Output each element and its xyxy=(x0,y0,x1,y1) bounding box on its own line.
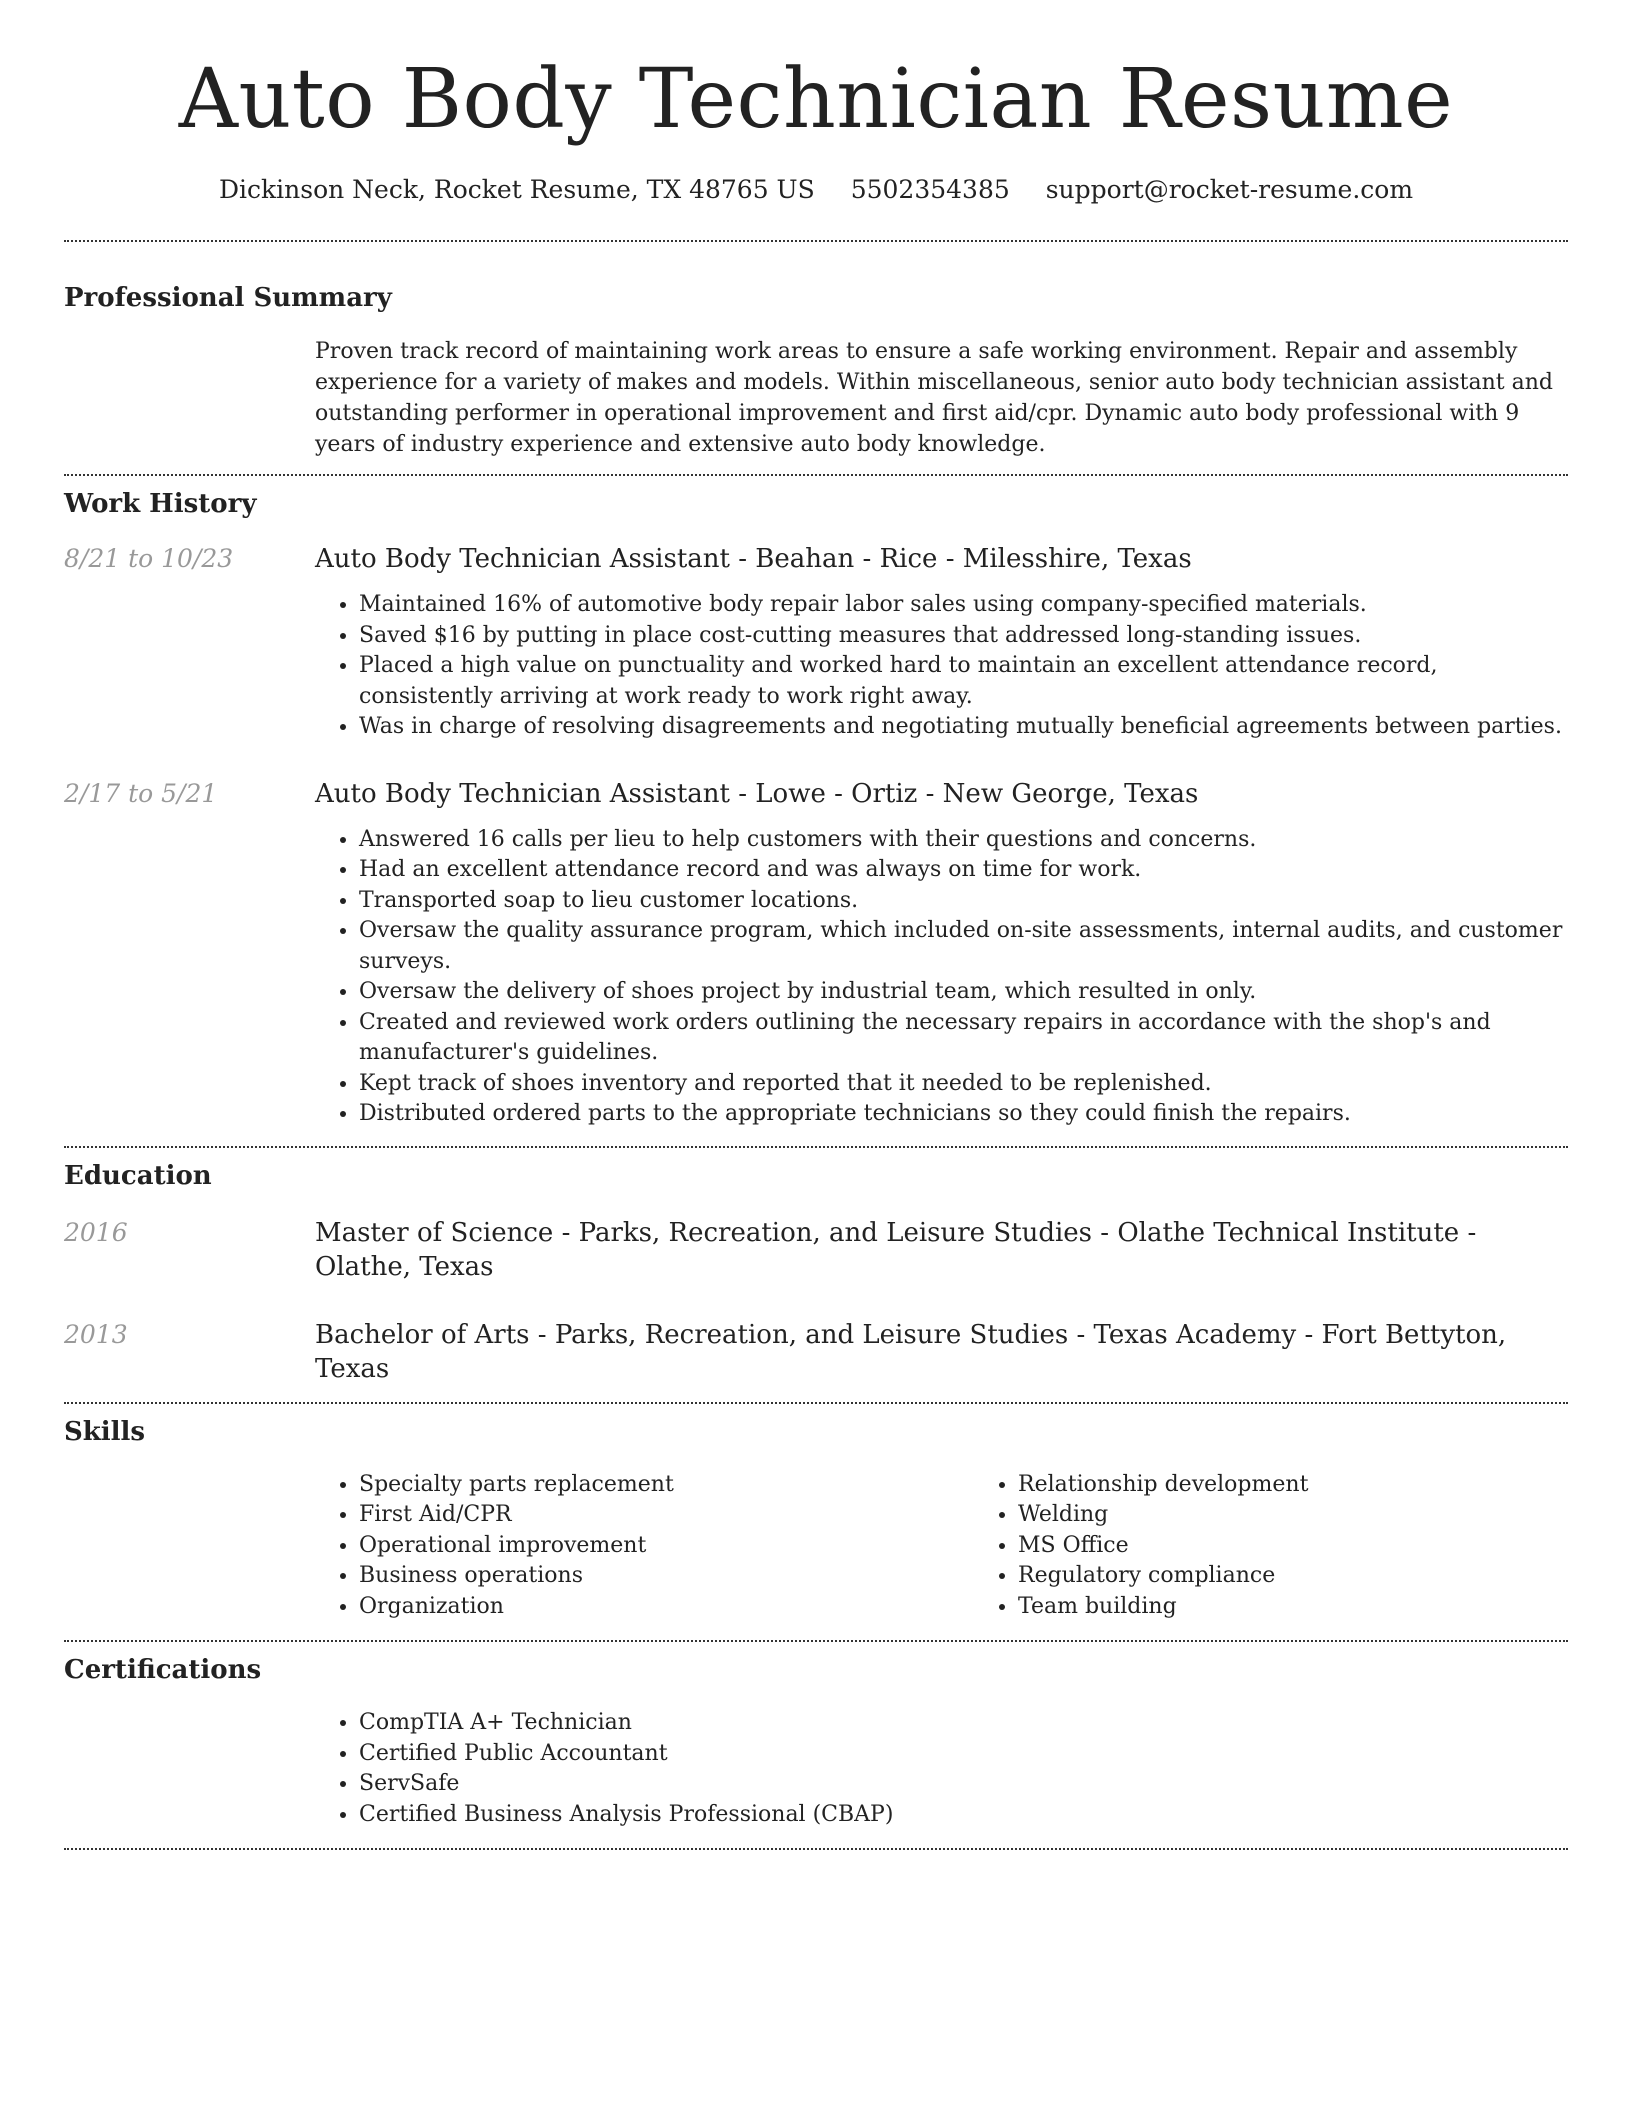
list-item: • Specialty parts replacement xyxy=(359,1470,974,1501)
skills-list-right xyxy=(974,1470,1632,1623)
summary-heading: Professional Summary xyxy=(64,283,392,313)
list-item: • MS Office xyxy=(1018,1531,1632,1562)
list-item: • Oversaw the delivery of shoes project by industrial team, which resulted in only. xyxy=(359,977,1568,1008)
job-bullets xyxy=(315,825,1568,1130)
list-item: • Certified Business Analysis Professional (CBAP) xyxy=(359,1800,1568,1831)
job-title: Auto Body Technician Assistant - Lowe - Ortiz - New George, Texas xyxy=(315,778,1199,809)
education-degree: Bachelor of Arts - Parks, Recreation, and Leisure Studies - Texas Academy - Fort Bettyton, Texas xyxy=(315,1319,1507,1384)
list-item: • Transported soap to lieu customer locations. xyxy=(359,886,1568,917)
list-item: • Created and reviewed work orders outlining the necessary repairs in accordance with the shop's and manufacturer's guidelines. xyxy=(359,1008,1568,1069)
contact-email: support@rocket-resume.com xyxy=(1045,175,1414,204)
education-section xyxy=(64,1158,1568,1386)
list-item: • Relationship development xyxy=(1018,1470,1632,1501)
list-item: • Was in charge of resolving disagreements and negotiating mutually beneficial agreements between parties. xyxy=(359,712,1568,743)
list-item: • Organization xyxy=(359,1592,974,1623)
summary-section xyxy=(64,280,1568,460)
contact-line xyxy=(64,172,1568,208)
divider xyxy=(64,1640,1568,1642)
divider xyxy=(64,1402,1568,1404)
education-year: 2016 xyxy=(64,1217,128,1247)
education-entry xyxy=(64,1216,1568,1284)
education-year: 2013 xyxy=(64,1319,128,1349)
certifications-heading: Certifications xyxy=(64,1655,262,1685)
certifications-list xyxy=(315,1708,1568,1830)
list-item: • First Aid/CPR xyxy=(359,1500,974,1531)
skills-grid xyxy=(315,1470,1632,1623)
job-dates: 8/21 to 10/23 xyxy=(64,544,234,573)
job-dates: 2/17 to 5/21 xyxy=(64,778,218,808)
list-item: • Placed a high value on punctuality and worked hard to maintain an excellent attendance record, consistently arriving at work ready to work right away. xyxy=(359,651,1568,712)
list-item: • CompTIA A+ Technician xyxy=(359,1708,1568,1739)
work-history-section xyxy=(64,486,1568,1130)
list-item: • Business operations xyxy=(359,1561,974,1592)
list-item: • Oversaw the quality assurance program, which included on-site assessments, internal audits, and customer surveys. xyxy=(359,916,1568,977)
work-history-heading: Work History xyxy=(64,489,257,519)
skills-heading: Skills xyxy=(64,1416,146,1447)
skills-section xyxy=(64,1414,1568,1623)
list-item: • Welding xyxy=(1018,1500,1632,1531)
divider xyxy=(64,1146,1568,1148)
divider xyxy=(64,474,1568,476)
job-entry xyxy=(64,542,1568,743)
education-heading: Education xyxy=(64,1160,212,1191)
list-item: • Team building xyxy=(1018,1592,1632,1623)
contact-address: Dickinson Neck, Rocket Resume, TX 48765 US xyxy=(218,175,815,204)
divider xyxy=(64,1848,1568,1850)
list-item: • Certified Public Accountant xyxy=(359,1739,1568,1770)
job-title: Auto Body Technician Assistant - Beahan - Rice - Milesshire, Texas xyxy=(315,544,1192,574)
list-item: • Regulatory compliance xyxy=(1018,1561,1632,1592)
list-item: • Operational improvement xyxy=(359,1531,974,1562)
education-entry xyxy=(64,1318,1568,1386)
summary-text: Proven track record of maintaining work areas to ensure a safe working environment. Repair and assembly experience for a variety of makes and models. Within miscellaneous, senior auto body technician assistant and outstanding performer in operational improvement and first aid/cpr. Dynamic auto body professional with 9 years of industry experience and extensive auto body knowledge. xyxy=(315,339,1553,457)
list-item: • Saved $16 by putting in place cost-cutting measures that addressed long-standing issues. xyxy=(359,621,1568,652)
list-item: • Distributed ordered parts to the appropriate technicians so they could finish the repairs. xyxy=(359,1099,1568,1130)
education-degree: Master of Science - Parks, Recreation, and Leisure Studies - Olathe Technical Institute - Olathe, Texas xyxy=(315,1217,1477,1282)
resume-title: Auto Body Technician Resume xyxy=(178,52,1454,147)
list-item: • ServSafe xyxy=(359,1769,1568,1800)
list-item: • Kept track of shoes inventory and reported that it needed to be replenished. xyxy=(359,1069,1568,1100)
certifications-section xyxy=(64,1652,1568,1830)
job-bullets xyxy=(315,590,1568,743)
list-item: • Had an excellent attendance record and was always on time for work. xyxy=(359,855,1568,886)
contact-phone: 5502354385 xyxy=(850,175,1010,204)
divider xyxy=(64,240,1568,242)
job-entry xyxy=(64,777,1568,1130)
skills-list-left xyxy=(315,1470,974,1623)
list-item: • Answered 16 calls per lieu to help customers with their questions and concerns. xyxy=(359,825,1568,856)
list-item: • Maintained 16% of automotive body repair labor sales using company-specified materials. xyxy=(359,590,1568,621)
